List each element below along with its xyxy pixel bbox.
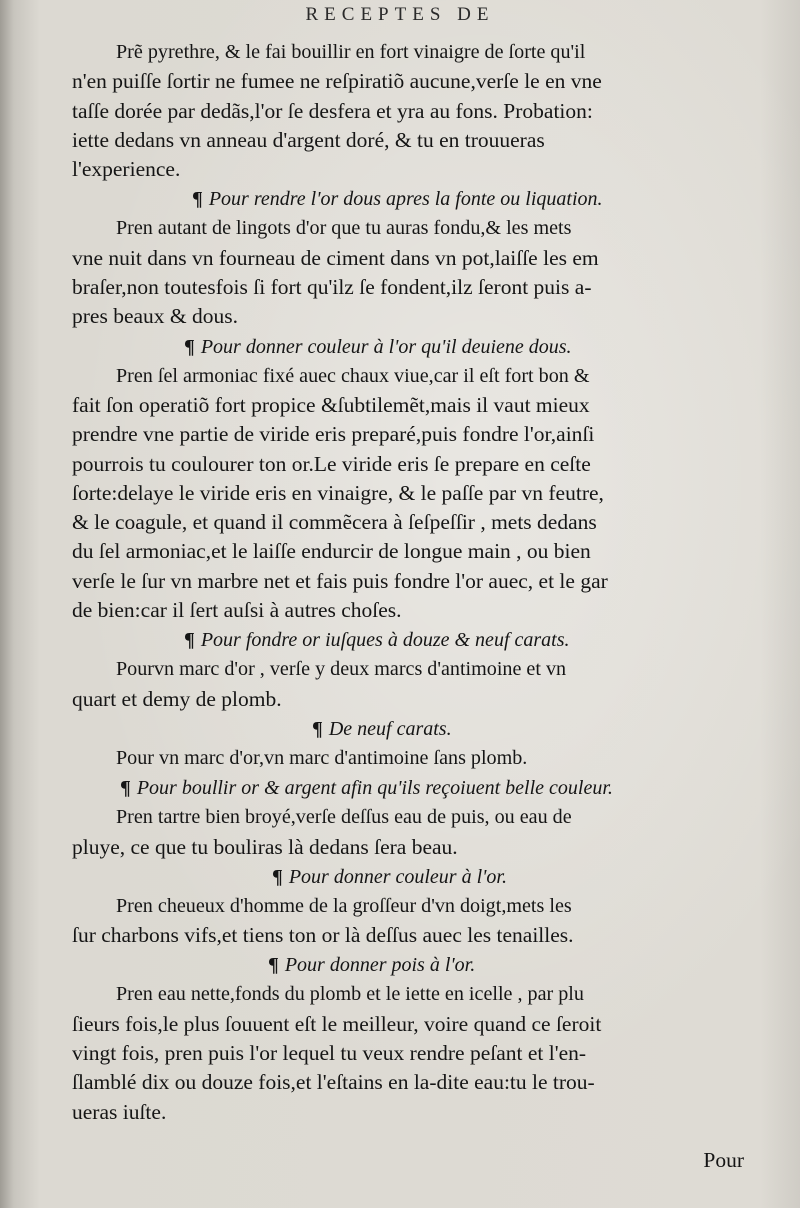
text-line: de bien:car il ſert auſsi à autres choſes. <box>72 598 402 623</box>
recipe-heading <box>72 184 762 214</box>
text-line: Prẽ pyrethre, & le fai bouillir en fort vinaigre de ſorte qu'il <box>116 41 586 63</box>
text-line: pluye, ce que tu bouliras là dedans ſera beau. <box>72 834 458 859</box>
text-line: Pour vn marc d'or,vn marc d'antimoine ſans plomb. <box>116 746 528 769</box>
pilcrow-icon: ¶ <box>184 335 195 358</box>
pilcrow-icon: ¶ <box>184 629 195 652</box>
recipe-heading-text: Pour rendre l'or dous apres la fonte ou liquation. <box>208 188 603 211</box>
text-line: ſlamblé dix ou douze fois,et l'eſtains en la-dite eau:tu le trou- <box>72 1070 595 1095</box>
text-line: quart et demy de plomb. <box>72 686 282 711</box>
running-head: RECEPTES DE <box>305 4 495 25</box>
paragraph <box>72 744 762 773</box>
text-line: braſer,non toutesfois ſi fort qu'ilz ſe fondent,ilz ſeront puis a- <box>72 275 592 300</box>
paragraph <box>72 362 762 626</box>
catchword: Pour <box>703 1148 744 1172</box>
recipe-heading <box>72 714 762 744</box>
text-line: Pren ſel armoniac fixé auec chaux viue,car il eſt fort bon & <box>116 364 590 387</box>
text-line: pres beaux & dous. <box>72 304 238 329</box>
text-line: Pren cheueux d'homme de la groſſeur d'vn doigt,mets les <box>116 894 572 917</box>
recipe-heading <box>72 332 762 362</box>
recipe-heading <box>72 862 762 892</box>
recipe-heading-text: Pour donner pois à l'or. <box>284 954 476 977</box>
text-line: ueras iuſte. <box>72 1099 167 1124</box>
text-line: l'experience. <box>72 157 181 182</box>
paragraph <box>72 980 762 1126</box>
recipe-heading-text: Pour boullir or & argent afin qu'ils reçoiuent belle couleur. <box>136 777 613 800</box>
text-line: Pourvn marc d'or , verſe y deux marcs d'antimoine et vn <box>116 658 567 681</box>
text-line: n'en puiſſe ſortir ne fumee ne reſpiratiõ aucune,verſe le en vne <box>72 69 602 94</box>
recipe-heading-text: Pour donner couleur à l'or. <box>288 865 507 888</box>
text-line: Pren autant de lingots d'or que tu auras fondu,& les mets <box>116 217 572 240</box>
pilcrow-icon: ¶ <box>120 777 131 800</box>
paragraph <box>72 655 762 714</box>
text-line: & le coagule, et quand il commẽcera à ſeſpeſſir , mets dedans <box>72 510 597 535</box>
page-text-body <box>72 38 762 1127</box>
recipe-heading-text: Pour fondre or iuſques à douze & neuf carats. <box>200 629 570 652</box>
text-line: prendre vne partie de viride eris preparé,puis fondre l'or,ainſi <box>72 422 595 447</box>
recipe-heading-text: Pour donner couleur à l'or qu'il deuiene dous. <box>200 335 572 358</box>
recipe-heading <box>72 950 762 980</box>
text-line: ſur charbons vifs,et tiens ton or là deſſus auec les tenailles. <box>72 923 574 948</box>
text-line: Pren tartre bien broyé,verſe deſſus eau de puis, ou eau de <box>116 806 572 829</box>
recipe-heading <box>72 773 762 803</box>
paragraph <box>72 38 762 184</box>
pilcrow-icon: ¶ <box>192 188 203 211</box>
text-line: pourrois tu coulourer ton or.Le viride eris ſe prepare en ceſte <box>72 451 591 476</box>
text-line: fait ſon operatiõ fort propice &ſubtilemẽt,mais il vaut mieux <box>72 392 590 417</box>
pilcrow-icon: ¶ <box>268 954 279 977</box>
text-line: iette dedans vn anneau d'argent doré, & tu en trouueras <box>72 127 545 152</box>
paragraph <box>72 892 762 951</box>
paragraph <box>72 803 762 862</box>
pilcrow-icon: ¶ <box>312 717 323 740</box>
text-line: vne nuit dans vn fourneau de ciment dans vn pot,laiſſe les em <box>72 245 599 270</box>
text-line: ſieurs fois,le plus ſouuent eſt le meilleur, voire quand ce ſeroit <box>72 1011 602 1036</box>
text-line: verſe le ſur vn marbre net et fais puis fondre l'or auec, et le gar <box>72 568 608 593</box>
recipe-heading <box>72 625 762 655</box>
text-line: vingt fois, pren puis l'or lequel tu veux rendre peſant et l'en- <box>72 1041 587 1066</box>
pilcrow-icon: ¶ <box>272 865 283 888</box>
text-line: taſſe dorée par dedãs,l'or ſe desfera et yra au fons. Probation: <box>72 98 593 123</box>
paragraph <box>72 214 762 331</box>
text-line: du ſel armoniac,et le laiſſe endurcir de longue main , ou bien <box>72 539 591 564</box>
recipe-heading-text: De neuf carats. <box>328 717 452 740</box>
text-line: ſorte:delaye le viride eris en vinaigre, & le paſſe par vn feutre, <box>72 480 604 505</box>
text-line: Pren eau nette,fonds du plomb et le iette en icelle , par plu <box>116 983 584 1006</box>
